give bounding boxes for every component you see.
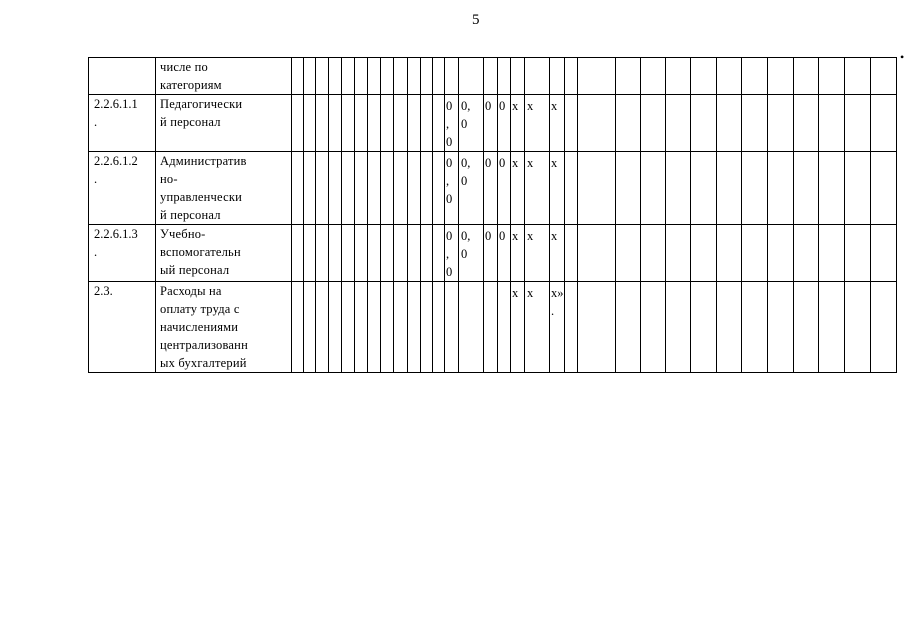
- empty-cell: [316, 152, 329, 225]
- empty-cell: [870, 225, 896, 282]
- empty-cell: [767, 152, 793, 225]
- empty-cell: [564, 152, 577, 225]
- empty-cell: [640, 282, 665, 373]
- empty-cell: [368, 58, 381, 95]
- empty-cell: [342, 152, 355, 225]
- empty-cell: [716, 225, 741, 282]
- value-cell: [484, 282, 498, 373]
- empty-cell: [615, 152, 640, 225]
- value-cell: [445, 282, 459, 373]
- value-cell: 0: [498, 225, 511, 282]
- empty-cell: [665, 225, 690, 282]
- empty-cell: [818, 58, 844, 95]
- empty-cell: [381, 225, 394, 282]
- empty-cell: [564, 282, 577, 373]
- empty-cell: [421, 152, 433, 225]
- value-cell: x: [511, 152, 525, 225]
- empty-cell: [394, 95, 408, 152]
- table-row: [89, 225, 897, 282]
- value-cell: x: [525, 95, 550, 152]
- row-name-cell: числе по категориям: [156, 58, 292, 95]
- empty-cell: [329, 95, 342, 152]
- empty-cell: [342, 282, 355, 373]
- empty-cell: [433, 282, 445, 373]
- empty-cell: [716, 282, 741, 373]
- value-cell: [525, 58, 550, 95]
- empty-cell: [316, 225, 329, 282]
- empty-cell: [818, 152, 844, 225]
- empty-cell: [844, 282, 870, 373]
- value-cell: [484, 58, 498, 95]
- empty-cell: [767, 225, 793, 282]
- empty-cell: [394, 58, 408, 95]
- empty-cell: [304, 282, 316, 373]
- table-row: [89, 58, 897, 95]
- empty-cell: [767, 282, 793, 373]
- empty-cell: [577, 152, 615, 225]
- empty-cell: [665, 152, 690, 225]
- row-number-cell: 2.3.: [89, 282, 156, 373]
- row-name-cell: Административ но- управленчески й персонал: [156, 152, 292, 225]
- empty-cell: [870, 58, 896, 95]
- empty-cell: [767, 58, 793, 95]
- value-cell: [459, 282, 484, 373]
- value-cell: [550, 58, 565, 95]
- empty-cell: [690, 152, 716, 225]
- value-cell: 0 , 0: [445, 152, 459, 225]
- empty-cell: [421, 225, 433, 282]
- empty-cell: [716, 58, 741, 95]
- empty-cell: [368, 152, 381, 225]
- empty-cell: [329, 58, 342, 95]
- empty-cell: [741, 282, 767, 373]
- empty-cell: [433, 225, 445, 282]
- empty-cell: [381, 95, 394, 152]
- empty-cell: [716, 95, 741, 152]
- row-name-cell: Педагогически й персонал: [156, 95, 292, 152]
- empty-cell: [690, 95, 716, 152]
- empty-cell: [381, 282, 394, 373]
- empty-cell: [564, 58, 577, 95]
- empty-cell: [355, 225, 368, 282]
- empty-cell: [292, 225, 304, 282]
- value-cell: [459, 58, 484, 95]
- empty-cell: [316, 58, 329, 95]
- row-number-cell: [89, 58, 156, 95]
- empty-cell: [690, 282, 716, 373]
- empty-cell: [408, 58, 421, 95]
- value-cell: [445, 58, 459, 95]
- empty-cell: [292, 282, 304, 373]
- value-cell: 0, 0: [459, 152, 484, 225]
- empty-cell: [615, 282, 640, 373]
- empty-cell: [577, 95, 615, 152]
- empty-cell: [690, 58, 716, 95]
- empty-cell: [793, 152, 818, 225]
- empty-cell: [793, 225, 818, 282]
- empty-cell: [342, 95, 355, 152]
- value-cell: 0 , 0: [445, 225, 459, 282]
- empty-cell: [408, 95, 421, 152]
- budget-table: [88, 57, 897, 373]
- empty-cell: [304, 58, 316, 95]
- margin-mark: •: [900, 50, 905, 64]
- empty-cell: [844, 225, 870, 282]
- value-cell: x: [550, 95, 565, 152]
- value-cell: [511, 58, 525, 95]
- empty-cell: [690, 225, 716, 282]
- empty-cell: [329, 225, 342, 282]
- page-number: 5: [472, 12, 480, 28]
- empty-cell: [292, 95, 304, 152]
- empty-cell: [292, 58, 304, 95]
- empty-cell: [870, 95, 896, 152]
- value-cell: [498, 58, 511, 95]
- empty-cell: [665, 95, 690, 152]
- empty-cell: [342, 225, 355, 282]
- empty-cell: [355, 152, 368, 225]
- value-cell: x: [525, 152, 550, 225]
- empty-cell: [741, 225, 767, 282]
- empty-cell: [564, 95, 577, 152]
- empty-cell: [316, 282, 329, 373]
- value-cell: x» .: [550, 282, 565, 373]
- empty-cell: [577, 58, 615, 95]
- empty-cell: [329, 152, 342, 225]
- empty-cell: [665, 58, 690, 95]
- empty-cell: [368, 225, 381, 282]
- value-cell: 0: [484, 95, 498, 152]
- empty-cell: [640, 152, 665, 225]
- empty-cell: [741, 152, 767, 225]
- empty-cell: [844, 152, 870, 225]
- empty-cell: [304, 95, 316, 152]
- empty-cell: [381, 152, 394, 225]
- empty-cell: [564, 225, 577, 282]
- empty-cell: [870, 152, 896, 225]
- empty-cell: [716, 152, 741, 225]
- empty-cell: [793, 58, 818, 95]
- empty-cell: [640, 58, 665, 95]
- row-number-cell: 2.2.6.1.1 .: [89, 95, 156, 152]
- empty-cell: [342, 58, 355, 95]
- empty-cell: [368, 95, 381, 152]
- empty-cell: [818, 282, 844, 373]
- value-cell: 0: [498, 152, 511, 225]
- empty-cell: [615, 225, 640, 282]
- value-cell: [498, 282, 511, 373]
- empty-cell: [421, 95, 433, 152]
- empty-cell: [870, 282, 896, 373]
- row-number-cell: 2.2.6.1.3 .: [89, 225, 156, 282]
- value-cell: x: [511, 282, 525, 373]
- empty-cell: [818, 225, 844, 282]
- empty-cell: [394, 282, 408, 373]
- empty-cell: [355, 95, 368, 152]
- empty-cell: [368, 282, 381, 373]
- empty-cell: [844, 58, 870, 95]
- empty-cell: [640, 95, 665, 152]
- row-name-cell: Расходы на оплату труда с начислениями централизованн ых бухгалтерий: [156, 282, 292, 373]
- empty-cell: [408, 225, 421, 282]
- table-row: [89, 282, 897, 373]
- value-cell: 0, 0: [459, 225, 484, 282]
- value-cell: 0: [484, 225, 498, 282]
- empty-cell: [665, 282, 690, 373]
- value-cell: 0: [498, 95, 511, 152]
- empty-cell: [381, 58, 394, 95]
- empty-cell: [355, 282, 368, 373]
- value-cell: x: [550, 152, 565, 225]
- empty-cell: [844, 95, 870, 152]
- empty-cell: [329, 282, 342, 373]
- empty-cell: [793, 95, 818, 152]
- empty-cell: [793, 282, 818, 373]
- value-cell: x: [525, 225, 550, 282]
- empty-cell: [577, 225, 615, 282]
- row-number-cell: 2.2.6.1.2 .: [89, 152, 156, 225]
- empty-cell: [304, 225, 316, 282]
- empty-cell: [818, 95, 844, 152]
- empty-cell: [316, 95, 329, 152]
- empty-cell: [767, 95, 793, 152]
- value-cell: x: [511, 225, 525, 282]
- table-row: [89, 95, 897, 152]
- empty-cell: [394, 225, 408, 282]
- empty-cell: [640, 225, 665, 282]
- empty-cell: [421, 282, 433, 373]
- value-cell: x: [511, 95, 525, 152]
- empty-cell: [394, 152, 408, 225]
- value-cell: 0 , 0: [445, 95, 459, 152]
- empty-cell: [433, 58, 445, 95]
- empty-cell: [433, 152, 445, 225]
- empty-cell: [741, 95, 767, 152]
- empty-cell: [355, 58, 368, 95]
- value-cell: x: [525, 282, 550, 373]
- value-cell: 0: [484, 152, 498, 225]
- empty-cell: [577, 282, 615, 373]
- empty-cell: [292, 152, 304, 225]
- empty-cell: [615, 95, 640, 152]
- value-cell: 0, 0: [459, 95, 484, 152]
- empty-cell: [615, 58, 640, 95]
- empty-cell: [408, 152, 421, 225]
- empty-cell: [421, 58, 433, 95]
- row-name-cell: Учебно- вспомогательн ый персонал: [156, 225, 292, 282]
- empty-cell: [741, 58, 767, 95]
- empty-cell: [408, 282, 421, 373]
- value-cell: x: [550, 225, 565, 282]
- table-row: [89, 152, 897, 225]
- empty-cell: [433, 95, 445, 152]
- empty-cell: [304, 152, 316, 225]
